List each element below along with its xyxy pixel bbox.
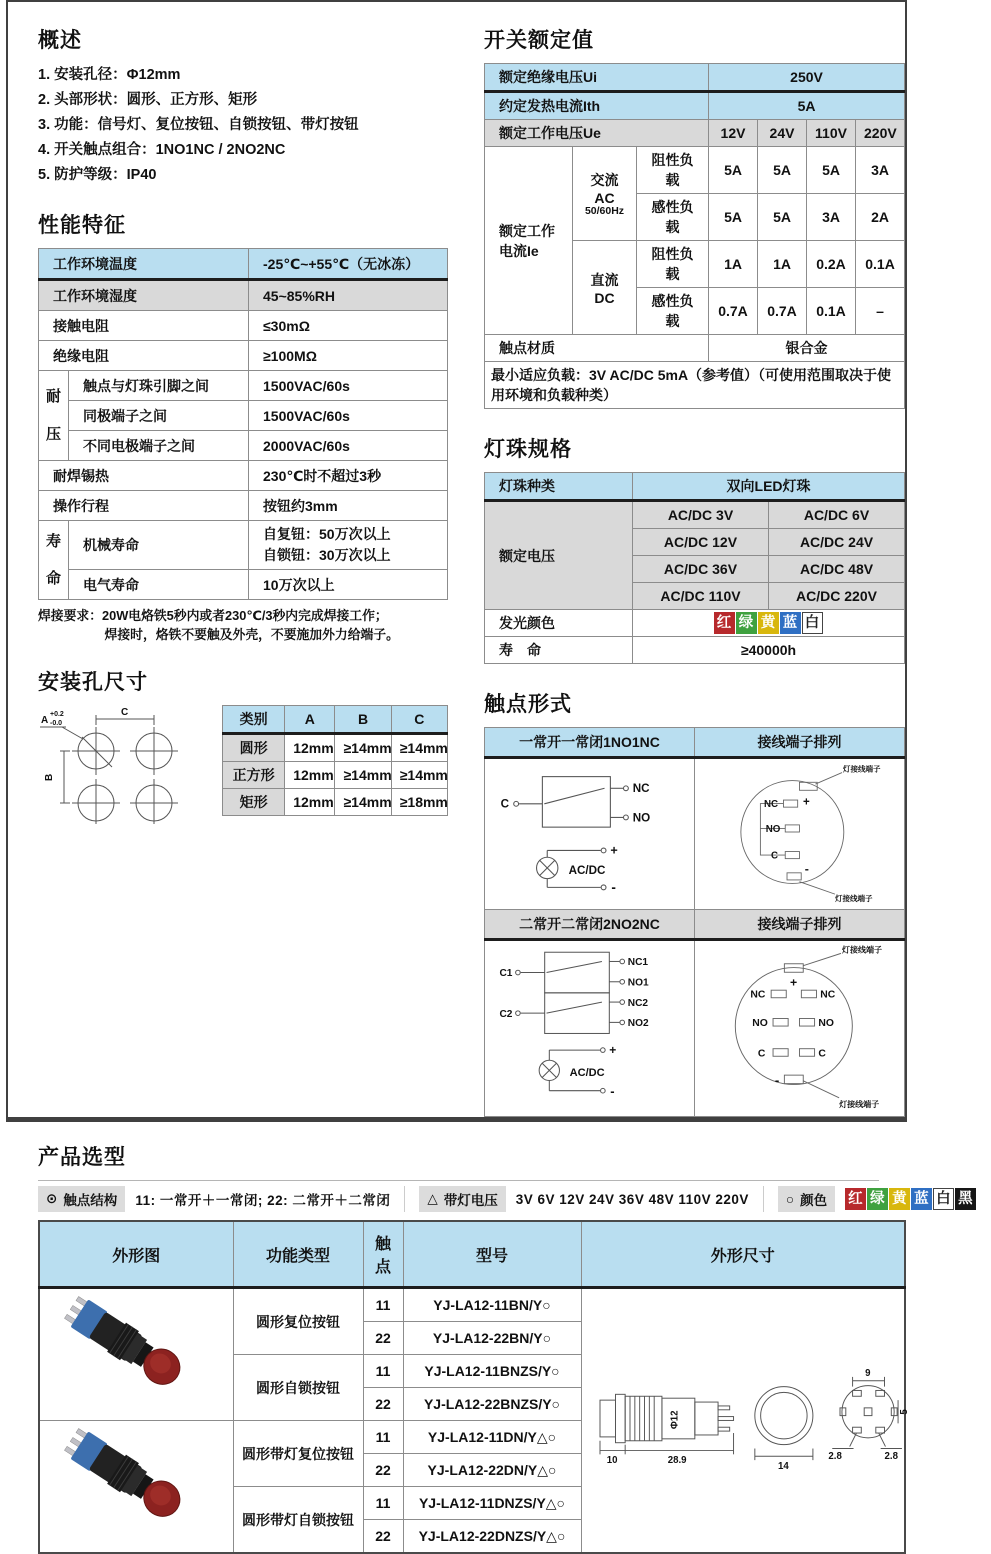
led-voltage: AC/DC 36V <box>633 556 769 583</box>
rating-ie-label: 额定工作 电流Ie <box>485 147 573 335</box>
label-minus: - <box>610 1083 615 1099</box>
label-no1: NO1 <box>627 977 649 989</box>
label-lamp-terminal: 灯接线端子 <box>839 1100 880 1110</box>
rating-ac-label: 交流AC 50/60Hz <box>573 147 637 241</box>
contacts-2no2nc-header: 二常开二常闭2NO2NC <box>485 910 695 940</box>
rating-value: 0.7A <box>709 288 758 335</box>
mount-cell: ≥18mm <box>391 789 447 816</box>
product-header: 外形图 <box>39 1221 233 1288</box>
mount-header: B <box>335 706 391 734</box>
mount-cell: 圆形 <box>223 734 285 762</box>
overview-title: 概述 <box>38 29 82 52</box>
dim-a-label: A <box>41 715 49 727</box>
performance-title: 性能特征 <box>38 214 126 237</box>
perf-contact-res-value: ≤30mΩ <box>249 311 448 341</box>
perf-withstand-row-value: 1500VAC/60s <box>249 371 448 401</box>
color-chip-green: 绿 <box>736 612 757 634</box>
product-function: 圆形复位按钮 <box>233 1288 363 1355</box>
label-minus: - <box>774 1072 780 1088</box>
rating-value: 3A <box>856 147 905 194</box>
label-nc: NC <box>750 989 766 1001</box>
rating-value: 5A <box>758 147 807 194</box>
perf-mech-life-value: 自复钮：50万次以上 自锁钮：30万次以上 <box>249 521 448 570</box>
rating-ith-label: 约定发热电流Ith <box>485 92 709 120</box>
rating-voltage: 24V <box>758 120 807 147</box>
product-contact-code: 22 <box>363 1322 403 1355</box>
contacts-section <box>484 688 905 1117</box>
product-model: YJ-LA12-11DN/Y△○ <box>403 1421 581 1454</box>
product-contact-code: 22 <box>363 1520 403 1554</box>
perf-elec-life-label: 电气寿命 <box>69 570 249 600</box>
led-type-value: 双向LED灯珠 <box>633 473 905 501</box>
dim-10: 10 <box>606 1455 618 1467</box>
led-life-label: 寿 命 <box>485 637 633 664</box>
label-minus: - <box>611 880 616 896</box>
circuit-diagram-1no1nc <box>485 758 695 910</box>
color-chip-yellow: 黄 <box>758 612 779 634</box>
product-contact-code: 22 <box>363 1388 403 1421</box>
rating-value: 1A <box>758 241 807 288</box>
color-chip-black: 黑 <box>955 1188 976 1210</box>
label-nc1: NC1 <box>627 957 649 969</box>
product-function: 圆形带灯复位按钮 <box>233 1421 363 1487</box>
perf-life-group-label: 寿命 <box>39 521 69 600</box>
perf-insul-res-value: ≥100MΩ <box>249 341 448 371</box>
rating-inductive-label: 感性负载 <box>637 288 709 335</box>
color-chip-blue: 蓝 <box>911 1188 932 1210</box>
color-chip-white: 白 <box>933 1188 954 1210</box>
terminal-diagram-2no2nc <box>695 940 905 1117</box>
perf-solder-value: 230℃时不超过3秒 <box>249 461 448 491</box>
label-no2: NO2 <box>627 1018 649 1030</box>
product-table <box>38 1220 910 1554</box>
rating-ith-value: 5A <box>709 92 905 120</box>
selection-section <box>38 1141 974 1554</box>
led-title: 灯珠规格 <box>484 438 572 461</box>
terminal-diagram-1no1nc <box>695 758 905 910</box>
led-voltage: AC/DC 12V <box>633 529 769 556</box>
selection-title: 产品选型 <box>38 1146 126 1169</box>
mount-cell: ≥14mm <box>335 789 391 816</box>
rating-value: 5A <box>758 194 807 241</box>
perf-humid-value: 45~85%RH <box>249 280 448 311</box>
rating-ui-value: 250V <box>709 64 905 92</box>
product-dimension-drawing <box>581 1288 910 1554</box>
rating-inductive-label: 感性负载 <box>637 194 709 241</box>
label-plus: + <box>609 1042 617 1057</box>
rating-value: 0.1A <box>856 241 905 288</box>
perf-travel-value: 按钮约3mm <box>249 491 448 521</box>
led-section <box>484 433 905 664</box>
legend-color: ○ 颜色 红 绿 黄 蓝 白 黑 <box>763 1186 991 1212</box>
perf-insul-res-label: 绝缘电阻 <box>39 341 249 371</box>
dim-phi12: Φ12 <box>668 1410 680 1430</box>
color-chip-red: 红 <box>845 1188 866 1210</box>
rating-value: 5A <box>807 147 856 194</box>
dim-2-8-left: 2.8 <box>827 1451 842 1463</box>
product-contact-code: 22 <box>363 1454 403 1487</box>
rating-ue-label: 额定工作电压Ue <box>485 120 709 147</box>
right-column <box>484 24 905 1135</box>
overview-list <box>38 63 448 188</box>
mount-cell: 12mm <box>285 789 335 816</box>
dim-a-tol-minus: -0.0 <box>50 720 63 728</box>
product-contact-code: 11 <box>363 1355 403 1388</box>
rating-value: 0.2A <box>807 241 856 288</box>
soldering-note: 焊接要求：20W电烙铁5秒内或者230℃/3秒内完成焊接工作； 焊接时，烙铁不要触及外壳，不要施加外力给端子。 <box>38 608 399 642</box>
rating-voltage: 220V <box>856 120 905 147</box>
perf-withstand-group-label: 耐压 <box>39 371 69 461</box>
rating-value: 1A <box>709 241 758 288</box>
legend-contact-structure: ⊙ 触点结构 11: 一常开＋一常闭; 22: 二常开＋二常闭 <box>38 1186 404 1212</box>
performance-table <box>38 248 448 600</box>
mount-cell: 正方形 <box>223 762 285 789</box>
label-c: C <box>757 1048 766 1060</box>
product-model: YJ-LA12-22BN/Y○ <box>403 1322 581 1355</box>
product-model: YJ-LA12-11DNZS/Y△○ <box>403 1487 581 1520</box>
label-plus: + <box>790 975 798 990</box>
rating-voltage: 12V <box>709 120 758 147</box>
rating-value: 3A <box>807 194 856 241</box>
label-nc: NC <box>632 782 650 796</box>
ratings-title: 开关额定值 <box>484 29 594 52</box>
label-c1: C1 <box>499 968 513 980</box>
mount-cell: 12mm <box>285 734 335 762</box>
overview-item: 1. 安装孔径：Φ12mm <box>38 67 181 83</box>
label-plus: + <box>610 843 618 858</box>
product-photo <box>39 1421 233 1554</box>
label-plus: + <box>803 796 810 809</box>
perf-humid-label: 工作环境湿度 <box>39 280 249 311</box>
product-contact-code: 11 <box>363 1421 403 1454</box>
rating-min-load-note: 最小适应负载：3V AC/DC 5mA（参考值）（可使用范围取决于使用环境和负载种类） <box>485 362 905 409</box>
performance-section <box>38 209 448 644</box>
label-c: C <box>818 1048 826 1060</box>
label-acdc: AC/DC <box>569 1066 605 1079</box>
dim-14: 14 <box>777 1460 789 1472</box>
label-no: NO <box>752 1018 768 1030</box>
label-no: NO <box>632 811 651 825</box>
label-c: C <box>500 797 510 811</box>
label-lamp-terminal: 灯接线端子 <box>841 945 883 955</box>
product-model: YJ-LA12-22DN/Y△○ <box>403 1454 581 1487</box>
selection-legend <box>38 1180 974 1218</box>
label-acdc: AC/DC <box>568 863 606 877</box>
dim-28-9: 28.9 <box>667 1455 687 1467</box>
product-function: 圆形带灯自锁按钮 <box>233 1487 363 1554</box>
rating-material-value: 银合金 <box>709 335 905 362</box>
circle-icon: ○ <box>785 1191 795 1207</box>
mount-header: C <box>391 706 447 734</box>
rating-value: – <box>856 288 905 335</box>
mount-cell: 矩形 <box>223 789 285 816</box>
led-voltage: AC/DC 110V <box>633 583 769 610</box>
contacts-title: 触点形式 <box>484 693 572 716</box>
label-nc: NC <box>820 989 836 1001</box>
rating-resistive-label: 阻性负载 <box>637 147 709 194</box>
rating-voltage: 110V <box>807 120 856 147</box>
product-model: YJ-LA12-11BN/Y○ <box>403 1288 581 1322</box>
perf-withstand-row-label: 触点与灯珠引脚之间 <box>69 371 249 401</box>
perf-travel-label: 操作行程 <box>39 491 249 521</box>
contacts-table <box>484 727 905 1117</box>
perf-temp-label: 工作环境温度 <box>39 249 249 280</box>
top-columns <box>38 24 897 1135</box>
product-contact-code: 11 <box>363 1288 403 1322</box>
led-color-label: 发光颜色 <box>485 610 633 637</box>
page-frame <box>6 0 974 1544</box>
dim-a-tol-plus: +0.2 <box>50 711 64 719</box>
label-no: NO <box>818 1018 834 1030</box>
left-column <box>38 24 448 1135</box>
led-voltage: AC/DC 3V <box>633 501 769 529</box>
mounting-title: 安装孔尺寸 <box>38 671 148 695</box>
led-voltage: AC/DC 48V <box>769 556 905 583</box>
product-model: YJ-LA12-22BNZS/Y○ <box>403 1388 581 1421</box>
circled-dot-icon: ⊙ <box>46 1191 58 1206</box>
overview-section <box>38 24 448 188</box>
product-header: 型号 <box>403 1221 581 1288</box>
triangle-icon: △ <box>427 1191 438 1206</box>
mount-cell: ≥14mm <box>391 734 447 762</box>
color-chip-yellow: 黄 <box>889 1188 910 1210</box>
led-voltage-label: 额定电压 <box>485 501 633 610</box>
label-minus: - <box>804 861 809 876</box>
legend-lamp-voltage: △ 带灯电压 3V 6V 12V 24V 36V 48V 110V 220V <box>404 1186 763 1212</box>
perf-contact-res-label: 接触电阻 <box>39 311 249 341</box>
overview-item: 3. 功能：信号灯、复位按钮、自锁按钮、带灯按钮 <box>38 117 359 133</box>
contacts-1no1nc-header: 一常开一常闭1NO1NC <box>485 728 695 758</box>
product-header: 外形尺寸 <box>581 1221 905 1288</box>
product-model: YJ-LA12-11BNZS/Y○ <box>403 1355 581 1388</box>
ratings-table <box>484 63 905 409</box>
rating-value: 0.7A <box>758 288 807 335</box>
product-model: YJ-LA12-22DNZS/Y△○ <box>403 1520 581 1554</box>
mount-cell: 12mm <box>285 762 335 789</box>
led-voltage: AC/DC 24V <box>769 529 905 556</box>
color-chip-green: 绿 <box>867 1188 888 1210</box>
dim-b-label: B <box>44 773 55 782</box>
perf-solder-label: 耐焊锡热 <box>39 461 249 491</box>
perf-withstand-row-value: 1500VAC/60s <box>249 401 448 431</box>
perf-elec-life-value: 10万次以上 <box>249 570 448 600</box>
circuit-diagram-2no2nc <box>485 940 695 1117</box>
terminal-layout-header: 接线端子排列 <box>695 910 905 940</box>
rating-value: 5A <box>709 147 758 194</box>
perf-withstand-row-label: 同极端子之间 <box>69 401 249 431</box>
product-contact-code: 11 <box>363 1487 403 1520</box>
led-life-value: ≥40000h <box>633 637 905 664</box>
rating-value: 0.1A <box>807 288 856 335</box>
label-c: C <box>771 850 779 862</box>
led-voltage: AC/DC 220V <box>769 583 905 610</box>
overview-item: 2. 头部形状：圆形、正方形、矩形 <box>38 92 258 108</box>
mounting-hole-diagram <box>38 705 206 825</box>
label-no: NO <box>765 824 781 835</box>
product-header: 触点 <box>363 1221 403 1288</box>
overview-item: 4. 开关触点组合：1NO1NC / 2NO2NC <box>38 142 286 158</box>
dim-c-label: C <box>121 707 129 719</box>
color-chip-blue: 蓝 <box>780 612 801 634</box>
rating-dc-label: 直流DC <box>573 241 637 335</box>
rating-value: 2A <box>856 194 905 241</box>
label-nc: NC <box>763 799 779 811</box>
mount-header: A <box>285 706 335 734</box>
mount-header: 类别 <box>223 706 285 734</box>
dim-5: 5 <box>898 1409 910 1415</box>
color-chip-red: 红 <box>714 612 735 634</box>
led-table <box>484 472 905 664</box>
product-function: 圆形自锁按钮 <box>233 1355 363 1421</box>
led-color-chips <box>633 610 905 637</box>
rating-ui-label: 额定绝缘电压Ui <box>485 64 709 92</box>
product-photo <box>39 1288 233 1421</box>
dim-9: 9 <box>864 1367 871 1379</box>
mounting-table <box>222 705 448 816</box>
led-type-label: 灯珠种类 <box>485 473 633 501</box>
mount-cell: ≥14mm <box>391 762 447 789</box>
ratings-section <box>484 24 905 409</box>
rating-material-label: 触点材质 <box>485 335 709 362</box>
perf-mech-life-label: 机械寿命 <box>69 521 249 570</box>
terminal-layout-header: 接线端子排列 <box>695 728 905 758</box>
legend-color-chips <box>845 1188 977 1210</box>
mount-cell: ≥14mm <box>335 734 391 762</box>
perf-withstand-row-label: 不同电极端子之间 <box>69 431 249 461</box>
rating-value: 5A <box>709 194 758 241</box>
color-chip-white: 白 <box>802 612 823 634</box>
mounting-section <box>38 666 448 825</box>
led-voltage: AC/DC 6V <box>769 501 905 529</box>
product-header: 功能类型 <box>233 1221 363 1288</box>
dim-2-8-right: 2.8 <box>884 1451 898 1463</box>
rating-resistive-label: 阻性负载 <box>637 241 709 288</box>
mount-cell: ≥14mm <box>335 762 391 789</box>
label-c2: C2 <box>499 1008 513 1020</box>
perf-withstand-row-value: 2000VAC/60s <box>249 431 448 461</box>
label-lamp-terminal: 灯接线端子 <box>842 764 881 774</box>
overview-item: 5. 防护等级：IP40 <box>38 167 157 183</box>
label-nc2: NC2 <box>627 997 649 1009</box>
label-lamp-terminal: 灯接线端子 <box>834 894 873 904</box>
perf-temp-value: -25℃~+55℃（无冰冻） <box>249 249 448 280</box>
